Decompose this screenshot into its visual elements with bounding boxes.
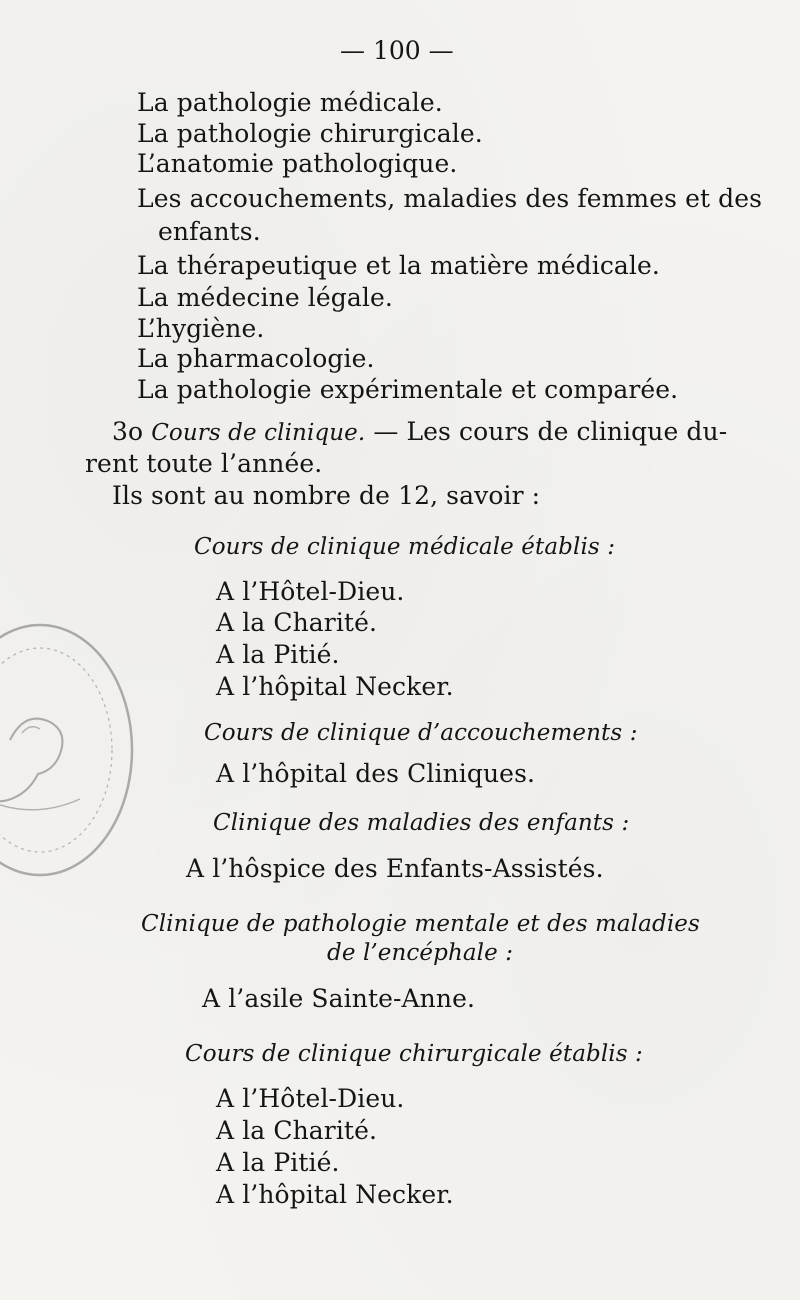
clinic-count-line: Ils sont au nombre de 12, savoir :	[112, 481, 541, 510]
subject-line: La pathologie médicale.	[137, 88, 443, 117]
subject-line: La pathologie chirurgicale.	[137, 119, 483, 148]
subject-line: L’hygiène.	[137, 314, 265, 343]
location-item: A la Charité.	[216, 608, 378, 637]
section-heading-accouchements: Cours de clinique d’accouchements :	[204, 720, 638, 746]
subject-line: Les accouchements, maladies des femmes et des	[137, 184, 763, 213]
section-heading-medicale: Cours de clinique médicale établis :	[194, 534, 616, 560]
subject-line: La thérapeutique et la matière médicale.	[137, 251, 660, 280]
location-item: A l’asile Sainte-Anne.	[202, 984, 476, 1013]
subject-line: enfants.	[158, 217, 261, 246]
clinic-heading: Cours de clinique.	[151, 420, 366, 446]
subject-line: L’anatomie pathologique.	[137, 149, 458, 178]
location-item: A la Charité.	[216, 1116, 378, 1145]
location-item: A l’hôpital Necker.	[216, 1180, 454, 1209]
section-heading-mentale-continued: de l’encéphale :	[327, 940, 514, 966]
location-item: A l’hôspice des Enfants-Assistés.	[186, 854, 604, 883]
location-item: A la Pitié.	[216, 1148, 340, 1177]
subject-line: La pathologie expérimentale et comparée.	[137, 375, 679, 404]
location-item: A l’Hôtel-Dieu.	[216, 577, 405, 606]
section-number: 3o	[112, 417, 144, 446]
section-heading-mentale: Clinique de pathologie mentale et des maladies	[141, 911, 700, 937]
clinic-intro-line	[112, 417, 727, 448]
library-stamp-icon	[0, 615, 145, 885]
page-number: — 100 —	[340, 36, 454, 65]
subject-line: La médecine légale.	[137, 283, 393, 312]
clinic-text: — Les cours de clinique du-	[373, 417, 728, 446]
clinic-text-continued: rent toute l’année.	[85, 449, 323, 478]
location-item: A la Pitié.	[216, 640, 340, 669]
location-item: A l’hôpital Necker.	[216, 672, 454, 701]
section-heading-chirurgicale: Cours de clinique chirurgicale établis :	[185, 1041, 643, 1067]
location-item: A l’hôpital des Cliniques.	[216, 759, 536, 788]
location-item: A l’Hôtel-Dieu.	[216, 1084, 405, 1113]
subject-line: La pharmacologie.	[137, 344, 375, 373]
section-heading-enfants: Clinique des maladies des enfants :	[213, 810, 630, 836]
